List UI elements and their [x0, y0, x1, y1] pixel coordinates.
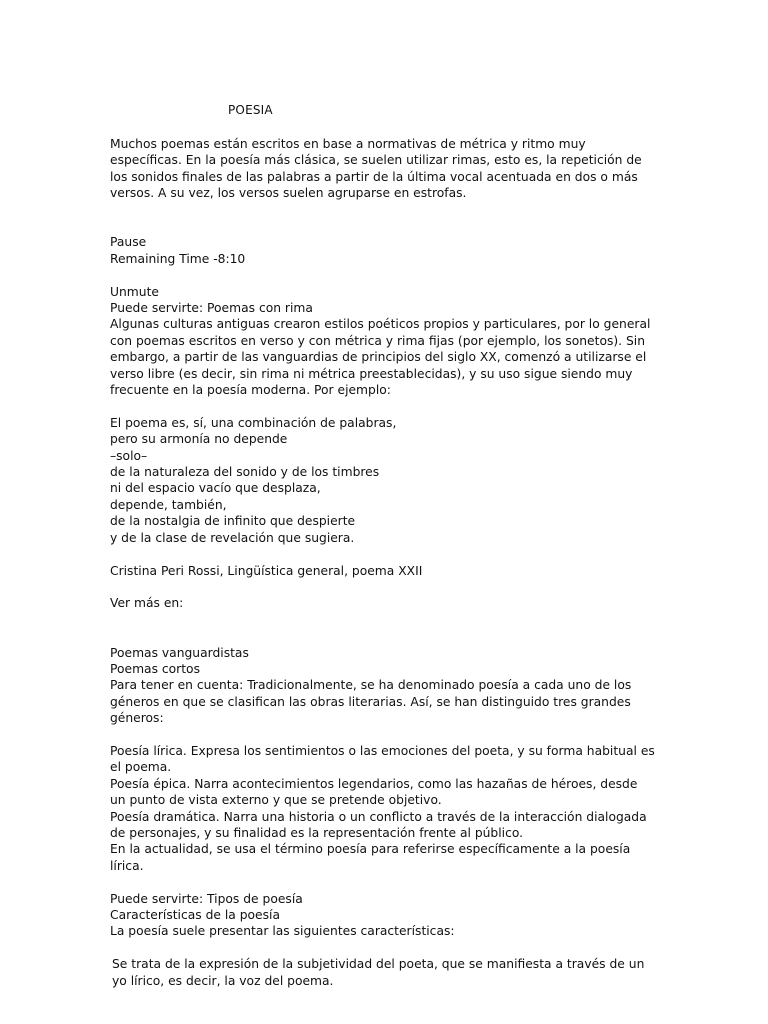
poem-line: de la nostalgia de infinito que despierte	[110, 514, 356, 529]
poem-line: –solo–	[110, 448, 148, 463]
poem-line: pero su armonía no depende	[110, 432, 288, 447]
unmute-text: Unmute	[110, 284, 159, 299]
cultures-paragraph: Algunas culturas antiguas crearon estilos poéticos propios y particulares, por lo general con poemas escritos en verso y con métrica y rima fijas (por ejemplo, los sonetos). Sin embargo, a partir de las vanguardias de principios del siglo XX, comenzó a utilizarse el verso libre (es decir, sin rima ni métrica preestablecidas), y su uso sigue siendo muy frecuente en la poesía moderna. Por ejemplo:	[110, 317, 651, 398]
actualidad-paragraph: En la actualidad, se usa el término poesía para referirse específicamente a la poesía lírica.	[110, 842, 631, 873]
document-body	[110, 136, 655, 989]
genre-lirica: Poesía lírica. Expresa los sentimientos o las emociones del poeta, y su forma habitual es el poema.	[110, 743, 655, 775]
poem-line: ni del espacio vacío que desplaza,	[110, 481, 321, 496]
remaining-time-text: Remaining Time -8:10	[110, 251, 246, 266]
caracteristicas-heading: Características de la poesía	[110, 907, 280, 922]
pause-text: Pause	[110, 235, 147, 250]
puede-servirte-tipos: Puede servirte: Tipos de poesía	[110, 891, 303, 906]
link-poemas-cortos[interactable]: Poemas cortos	[110, 661, 200, 676]
poem-attribution: Cristina Peri Rossi, Lingüística general, poema XXII	[110, 563, 423, 578]
genre-epica: Poesía épica. Narra acontecimientos legendarios, como las hazañas de héroes, desde un punto de vista externo y que se pretende objetivo.	[110, 776, 638, 808]
puede-servirte-rima: Puede servirte: Poemas con rima	[110, 301, 313, 316]
genre-dramatica: Poesía dramática. Narra una historia o un conflicto a través de la interacción dialogada de personajes, y su finalidad es la representación frente al público.	[110, 809, 647, 840]
caracteristica-item: Se trata de la expresión de la subjetividad del poeta, que se manifiesta a través de un yo lírico, es decir, la voz del poema.	[112, 957, 645, 988]
caracteristicas-intro: La poesía suele presentar las siguientes características:	[110, 924, 455, 939]
poem-line: y de la clase de revelación que sugiera.	[110, 530, 355, 545]
poem-line: de la naturaleza del sonido y de los timbres	[110, 465, 380, 480]
document-title: POESIA	[228, 103, 273, 117]
generos-paragraph: Para tener en cuenta: Tradicionalmente, se ha denominado poesía a cada uno de los géneros en que se clasifican las obras literarias. Así, se han distinguido tres grandes géneros:	[110, 678, 632, 726]
link-poemas-vanguardistas[interactable]: Poemas vanguardistas	[110, 645, 249, 660]
poem-line: depende, también,	[110, 497, 227, 512]
ver-mas-label: Ver más en:	[110, 596, 184, 611]
poem-line: El poema es, sí, una combinación de palabras,	[110, 415, 397, 430]
intro-paragraph: Muchos poemas están escritos en base a normativas de métrica y ritmo muy específicas. En la poesía más clásica, se suelen utilizar rimas, esto es, la repetición de los sonidos finales de las palabras a partir de la última vocal acentuada en dos o más versos. A su vez, los versos suelen agruparse en estrofas.	[110, 137, 642, 201]
